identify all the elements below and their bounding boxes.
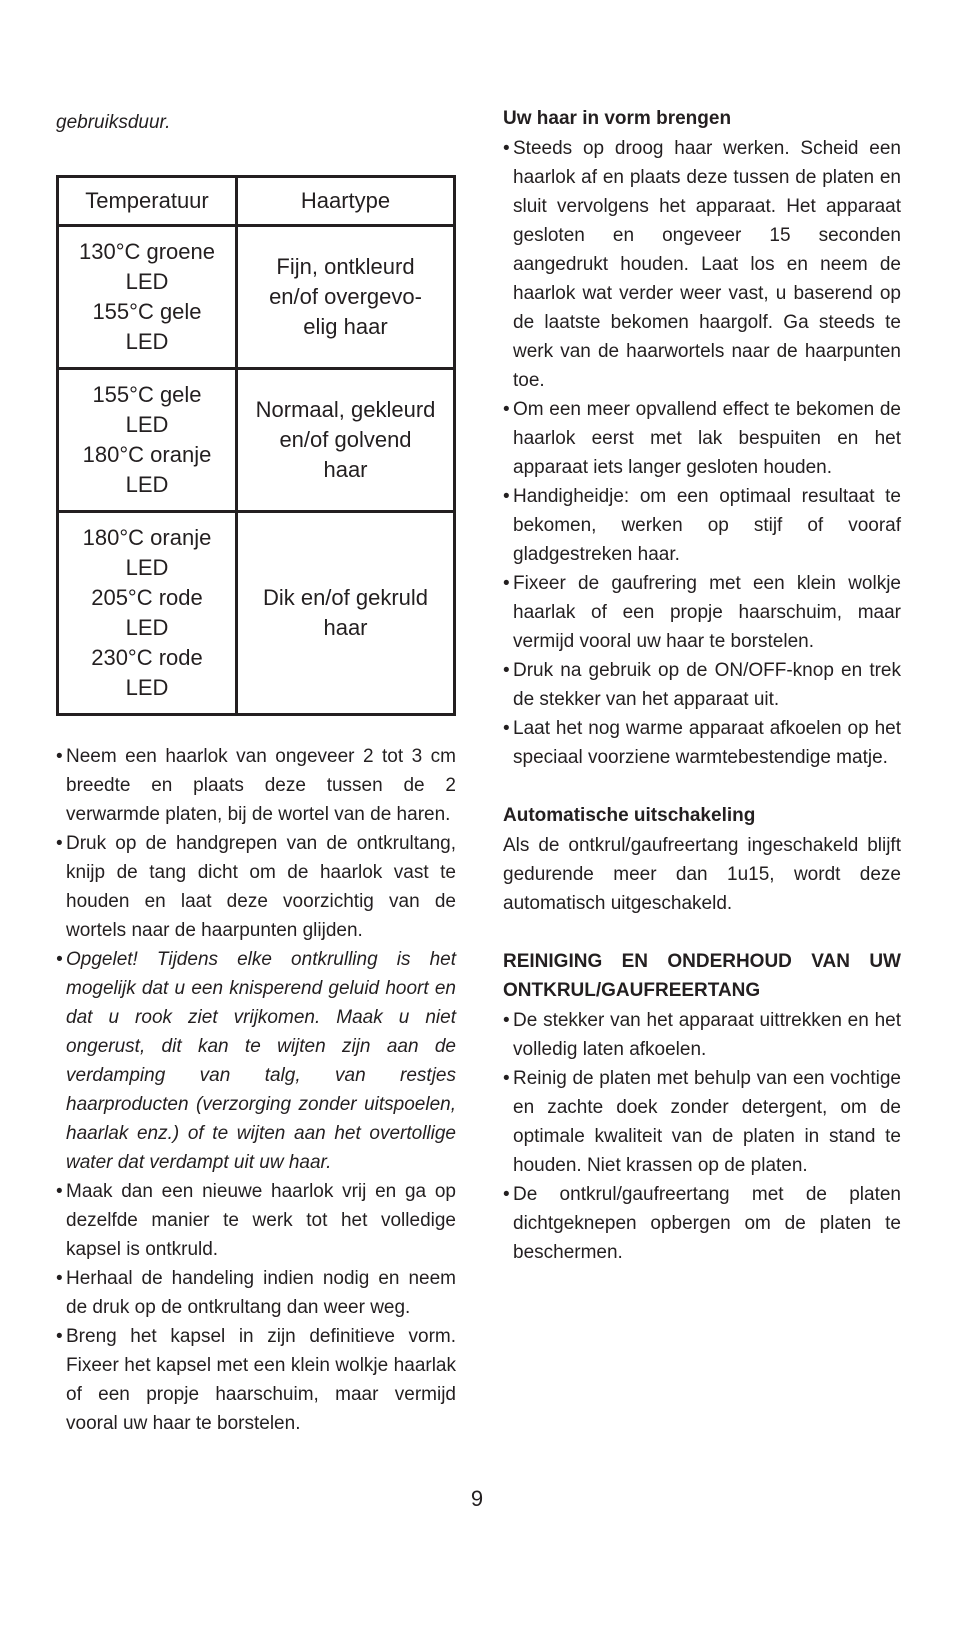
- cell-line: elig haar: [303, 314, 388, 339]
- styling-bullet-list: [503, 134, 901, 772]
- warning-list-item: • Opgelet! Tijdens elke ontkrulling is het mogelijk dat u een knisperend geluid hoort en dat u rook ziet vrijkomen. Maak u niet ongerust, dit kan te wijten zijn aan de verdamping van talg, van restjes haarproducten (verzorging zonder uitspoelen, haarlak enz.) of te wijten aan het overtollige water dat verdampt uit uw haar.: [56, 945, 456, 1177]
- table-row: [58, 512, 455, 715]
- list-item: • Laat het nog warme apparaat afkoelen op het speciaal voorziene warmtebestendige matje.: [503, 714, 901, 772]
- right-column: [503, 104, 901, 1267]
- cell-line: 205°C rode: [91, 585, 203, 610]
- styling-section: [503, 104, 901, 772]
- list-item: • Maak dan een nieuwe haarlok vrij en ga op dezelfde manier te werk tot het volledige kapsel is ontkruld.: [56, 1177, 456, 1264]
- section-heading-auto-off: Automatische uitschakeling: [503, 805, 756, 826]
- table-cell-temperature: [58, 369, 237, 512]
- table-cell-hair-type: [237, 512, 455, 715]
- table-cell-temperature: [58, 226, 237, 369]
- cell-line: LED: [125, 329, 169, 354]
- list-item: • Breng het kapsel in zijn definitieve vorm. Fixeer het kapsel met een klein wolkje haarlak of een propje haarschuim, maar vermijd vooral uw haar te borstelen.: [56, 1322, 456, 1438]
- cell-line: LED: [125, 615, 169, 640]
- cell-line: LED: [125, 269, 169, 294]
- list-item: • Fixeer de gaufrering met een klein wolkje haarlak of een propje haarschuim, maar vermijd vooral uw haar te borstelen.: [503, 569, 901, 656]
- cell-line: 155°C gele: [92, 382, 202, 407]
- auto-off-section: [503, 801, 901, 918]
- table-header-temperature: Temperatuur: [58, 177, 237, 226]
- cell-line: Dik en/of gekruld: [262, 585, 429, 610]
- list-item: • Om een meer opvallend effect te bekomen de haarlok eerst met lak bespuiten en het apparaat iets langer gesloten houden.: [503, 395, 901, 482]
- list-item: • Neem een haarlok van ongeveer 2 tot 3 cm breedte en plaats deze tussen de 2 verwarmde platen, bij de wortel van de haren.: [56, 742, 456, 829]
- cell-line: 180°C oranje: [82, 442, 212, 467]
- table-row: [58, 226, 455, 369]
- cleaning-bullet-list: [503, 1006, 901, 1267]
- cell-line: Normaal, gekleurd: [255, 397, 436, 422]
- table-cell-hair-type: [237, 369, 455, 512]
- table-cell-hair-type: [237, 226, 455, 369]
- section-heading-cleaning: REINIGING EN ONDERHOUD VAN UW ONTKRUL/GAUFREERTANG: [503, 951, 901, 1001]
- temperature-table: [56, 175, 456, 716]
- cell-line: LED: [125, 555, 169, 580]
- cell-line: LED: [125, 412, 169, 437]
- cell-line: 230°C rode: [91, 645, 203, 670]
- cleaning-section: [503, 947, 901, 1267]
- section-spacer: [503, 918, 901, 947]
- lead-text: gebruiksduur.: [56, 112, 171, 133]
- list-item: • De stekker van het apparaat uittrekken en het volledig laten afkoelen.: [503, 1006, 901, 1064]
- list-item: • Herhaal de handeling indien nodig en neem de druk op de ontkrultang dan weer weg.: [56, 1264, 456, 1322]
- cell-line: haar: [323, 615, 368, 640]
- page-number: 9: [470, 1486, 484, 1511]
- section-heading-styling: Uw haar in vorm brengen: [503, 108, 732, 129]
- table-cell-temperature: [58, 512, 237, 715]
- cell-line: haar: [323, 457, 368, 482]
- auto-off-text: Als de ontkrul/gaufreertang ingeschakeld blijft gedurende meer dan 1u15, wordt deze automatisch uitgeschakeld.: [503, 835, 901, 914]
- cell-line: 180°C oranje: [82, 525, 212, 550]
- cell-line: 155°C gele: [92, 299, 202, 324]
- list-item: • Handigheidje: om een optimaal resultaat te bekomen, werken op stijf of vooraf gladgestreken haar.: [503, 482, 901, 569]
- cell-line: LED: [125, 675, 169, 700]
- left-column: [56, 104, 456, 1438]
- list-item: • De ontkrul/gaufreertang met de platen dichtgeknepen opbergen om de platen te beschermen.: [503, 1180, 901, 1267]
- cell-line: LED: [125, 472, 169, 497]
- table-header-hair-type: Haartype: [237, 177, 455, 226]
- section-spacer: [503, 772, 901, 801]
- list-item: • Steeds op droog haar werken. Scheid een haarlok af en plaats deze tussen de platen en sluit vervolgens het apparaat. Het apparaat gesloten en ongeveer 15 seconden aangedrukt houden. Laat los en neem de haarlok wat verder weer vast, u baserend op de laatste bekomen haargolf. Ga steeds te werk van de haarwortels naar de haarpunten toe.: [503, 134, 901, 395]
- table-header-row: [58, 177, 455, 226]
- cell-line: en/of overgevo-: [269, 284, 422, 309]
- usage-bullet-list: [56, 742, 456, 1438]
- list-item: • Reinig de platen met behulp van een vochtige en zachte doek zonder detergent, om de optimale kwaliteit van de platen in stand te houden. Niet krassen op de platen.: [503, 1064, 901, 1180]
- list-item: • Druk na gebruik op de ON/OFF-knop en trek de stekker van het apparaat uit.: [503, 656, 901, 714]
- cell-line: Fijn, ontkleurd: [276, 254, 415, 279]
- cell-line: en/of golvend: [279, 427, 412, 452]
- cell-line: 130°C groene: [78, 239, 215, 264]
- list-item: • Druk op de handgrepen van de ontkrultang, knijp de tang dicht om de haarlok vast te houden en laat deze voorzichtig van de wortels naar de haarpunten glijden.: [56, 829, 456, 945]
- table-row: [58, 369, 455, 512]
